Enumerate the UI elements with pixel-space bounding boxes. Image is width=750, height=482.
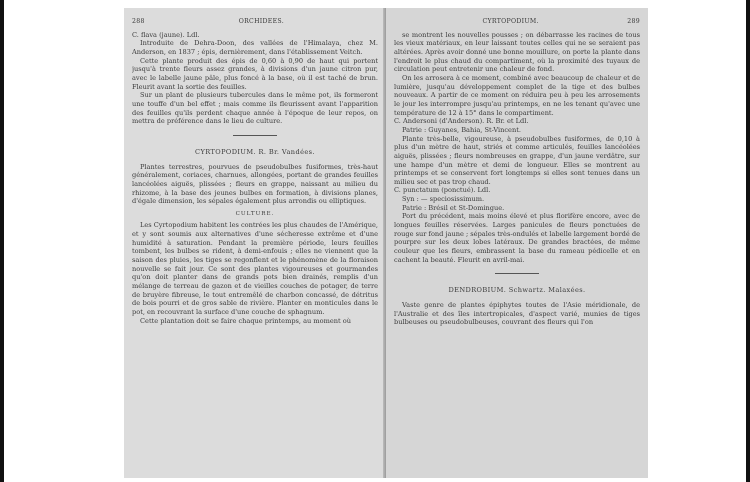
- paragraph: Plante très-belle, vigoureuse, à pseudobulbes fusiformes, de 0,10 à plus d'un mètre de haut, striés et comme articulés, feuilles lancéolées aiguës, plissées ; fleurs nombreuses en grappe, d'un jaune verdâtre, sur une hampe d'un mètre et demi de longueur. Elles se montrent au printemps et se conservent fort longtemps si elles sont tenues dans un milieu sec et pas trop chaud.: [394, 134, 640, 186]
- subheading: CULTURE.: [235, 210, 275, 217]
- right-page-number: 289: [627, 18, 640, 25]
- paragraph: Cette plante produit des épis de 0,60 à 0,90 de haut qui portent jusqu'à trente fleurs assez grandes, à divisions d'un jaune citron pur, avec le labelle jaune pâle, plus foncé à la base, où il est taché de brun. Fleurit avant la sortie des feuilles.: [132, 56, 378, 91]
- left-body-after: [132, 163, 378, 326]
- right-page: [386, 8, 648, 478]
- paragraph: se montrent les nouvelles pousses ; on débarrasse les racines de tous les vieux matériaux, en leur laissant toutes celles qui ne se seraient pas altérées. Après avoir donné une bonne mouillure, on porte la plante dans l'endroit le plus chaud du compartiment, où la proximité des tuyaux de circulation peut entretenir une chaleur de fond.: [394, 30, 640, 74]
- paragraph: On les arrosera à ce moment, combiné avec beaucoup de chaleur et de lumière, jusqu'au développement complet de la tige et des bulbes nouveaux. A partir de ce moment on réduira peu à peu les arrosements le jour les interrompre jusqu'au printemps, en ne les tenant qu'avec une température de 12 à 15° dans le compartiment.: [394, 73, 640, 117]
- paragraph: Port du précédent, mais moins élevé et plus florifère encore, avec de longues feuilles réservées. Larges panicules de fleurs ponctuées de rouge sur fond jaune ; sépales très-ondulés et labelle largement bordé de pourpre sur les deux lobes latéraux. De grandes bractées, de même couleur que les fleurs, embrassent la base du rameau pédicelle et en cachent la beauté. Fleurit en avril-mai.: [394, 212, 640, 264]
- section-divider: [495, 273, 539, 274]
- right-section-title: DENDROBIUM. Schwartz. Malaxées.: [448, 286, 586, 295]
- right-running-head: [394, 18, 640, 27]
- species-entry: C. Andersoni (d'Anderson). R. Br. et Ldl.: [394, 117, 529, 126]
- left-section-title: CYRTOPODIUM. R. Br. Vandées.: [195, 147, 315, 156]
- paragraph: Vaste genre de plantes épiphytes toutes de l'Asie méridionale, de l'Australie et des îles intertropicales, d'aspect varié, munies de tiges bulbeuses ou pseudobulbeuses, couvrant des fleurs qui l'on: [394, 301, 640, 327]
- left-page: [124, 8, 386, 478]
- left-body: [132, 31, 378, 126]
- right-body-after: [394, 301, 640, 327]
- section-divider: [233, 135, 277, 136]
- species-entry: C. punctatum (ponctué). Ldl.: [394, 186, 491, 195]
- paragraph: Sur un plant de plusieurs tubercules dans le même pot, ils formeront une touffe d'un bel effet ; mais comme ils fleurissent avant l'apparition des feuilles qu'ils perdent chaque année à l'époque de leur repos, on mettra de préférence dans le lieu de culture.: [132, 91, 378, 126]
- paragraph: Patrie : Brésil et St-Domingue.: [402, 203, 505, 212]
- right-running-title: CYRTOPODIUM.: [482, 18, 539, 25]
- left-running-title: ORCHIDÉES.: [238, 18, 284, 25]
- right-column: [394, 18, 640, 472]
- paragraph: Les Cyrtopodium habitent les contrées les plus chaudes de l'Amérique, et y sont soumis aux alternatives d'une sécheresse extrême et d'une humidité à saturation. Pendant la première période, leurs feuilles tombent, les bulbes se rident, à demi-enfouis ; elles ne viennent que la saison des pluies, les tiges se regonflent et le phénomène de la floraison nouvelle se fait jour. Ce sont des plantes vigoureuses et gourmandes qu'on doit planter dans de grands pots bien drainés, remplis d'un mélange de terreau de gazon et de vieilles couches de potager, de terre de bruyère fibreuse, le tout entremêlé de charbon concassé, de détritus de bois pourri et de gros sable de rivière. Planter en monticules dans le pot, en recouvrant la surface d'une couche de sphagnum.: [132, 221, 378, 317]
- paragraph: Syn : — speciosissimum.: [402, 195, 485, 204]
- paragraph: Introduite de Dehra-Doon, des vallées de l'Himalaya, chez M. Anderson, en 1837 ; épis, dernièrement, dans l'établissement Veitch.: [132, 39, 378, 56]
- left-page-number: 288: [132, 18, 145, 25]
- left-running-head: [132, 18, 378, 27]
- left-column: [132, 18, 378, 472]
- paragraph: Plantes terrestres, pourvues de pseudobulbes fusiformes, très-haut généralement, coriaces, charnues, allongées, portant de grandes feuilles lancéolées aiguës, plissées ; fleurs en grappe, naissant au milieu du rhizome, à la base des jeunes bulbes en formation, à divisions planes, d'égale dimension, les sépales également plus arrondis ou elliptiques.: [132, 162, 378, 206]
- scan-edge-right: [746, 0, 750, 482]
- paragraph: Patrie : Guyanes, Bahia, St-Vincent.: [402, 125, 521, 134]
- species-entry: C. flava (jaune). Ldl.: [132, 30, 200, 39]
- scan-edge-left: [0, 0, 4, 482]
- right-body: [394, 31, 640, 265]
- paragraph: Cette plantation doit se faire chaque printemps, au moment où: [140, 316, 351, 325]
